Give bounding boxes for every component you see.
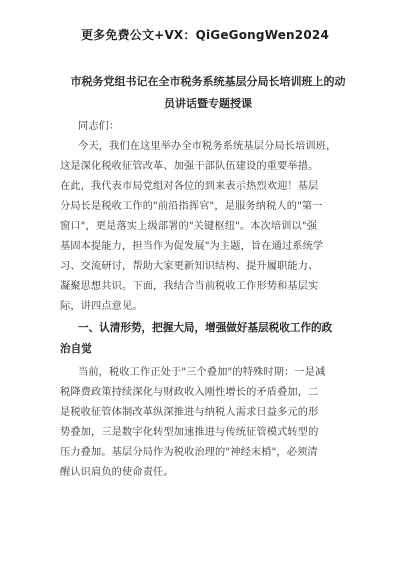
body-line: 窗口"，更是落实上级部署的"关键枢纽"。本次培训以"强	[60, 221, 318, 232]
body-line: 凝聚思想共识。下面，我结合当前税收工作形势和基层实	[60, 281, 319, 292]
body-line: 醒认识肩负的使命责任。	[60, 467, 174, 478]
title-line: 市税务党组书记在全市税务系统基层分局长培训班上的动	[70, 75, 346, 88]
body-line: 当前，税收工作正处于"三个叠加"的特殊时期：一是减	[78, 367, 326, 378]
body-line: 压力叠加。基层分局作为税收治理的"神经末梢"，必须清	[60, 447, 318, 458]
body-line: 基固本提能力，担当作为促发展"为主题，旨在通过系统学	[60, 241, 324, 252]
title-line: 员讲话暨专题授课	[164, 97, 252, 110]
body-line: 势叠加，三是数字化转型加速推进与传统征管模式转型的	[60, 427, 319, 438]
body-line: 分局长是税收工作的"前沿指挥官"，是服务纳税人的"第一	[60, 201, 323, 212]
section-heading: 一、认清形势，把握大局，增强做好基层税收工作的政	[78, 322, 333, 334]
page-header: 更多免费公文+VX：QiGeGongWen2024	[80, 28, 329, 42]
body-line: 这是深化税收征管改革、加强干部队伍建设的重要举措。	[60, 161, 319, 172]
salutation: 同志们：	[78, 121, 120, 132]
body-line: 在此，我代表市局党组对各位的到来表示热烈欢迎！基层	[60, 181, 319, 192]
body-line: 税降费政策持续深化与财政收入刚性增长的矛盾叠加，二	[60, 387, 319, 398]
body-line: 今天，我们在这里举办全市税务系统基层分局长培训班，	[78, 141, 337, 152]
document-title	[58, 71, 358, 115]
body-line: 习、交流研讨，帮助大家更新知识结构、提升履职能力、	[60, 261, 319, 272]
body-line: 际，讲四点意见。	[60, 301, 143, 312]
body-line: 是税收征管体制改革纵深推进与纳税人需求日益多元的形	[60, 407, 319, 418]
section-heading: 治自觉	[60, 343, 92, 355]
